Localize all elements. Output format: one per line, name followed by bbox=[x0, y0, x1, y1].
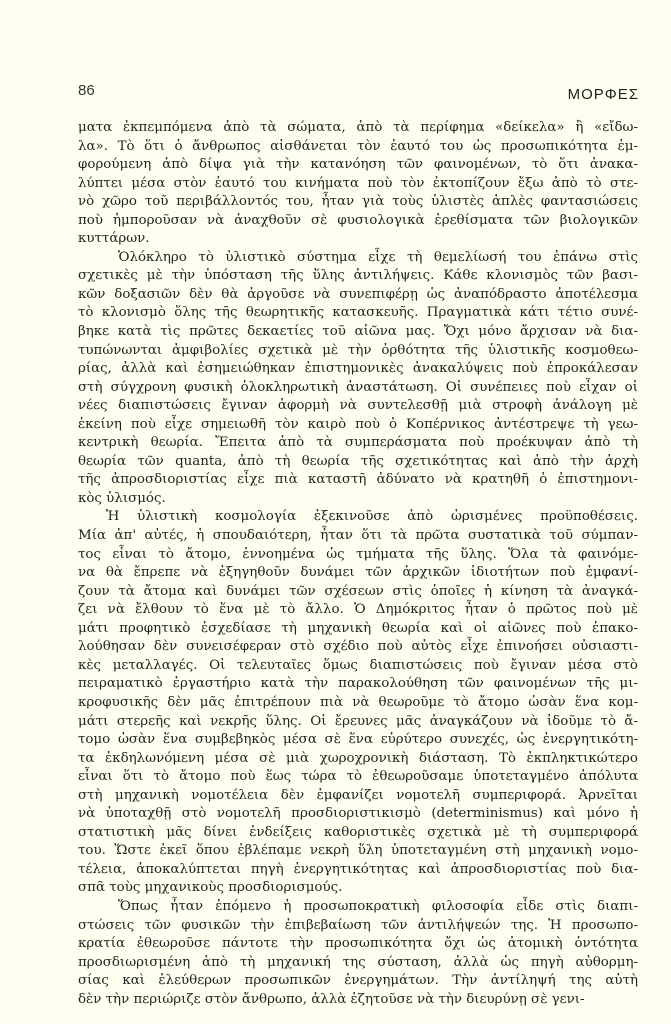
paragraph bbox=[78, 508, 638, 897]
text-line: ζει νὰ ἔλθουν τὸ ἕνα μὲ τὸ ἄλλο. Ὁ Δημόκριτος ἦταν ὁ πρῶτος ποὺ μὲ bbox=[78, 602, 638, 618]
paragraph bbox=[78, 119, 638, 249]
text-line: τομο ὡσὰν ἕνα συμβεβηκὸς μέσα σὲ ἕνα εὐρύτερο συνεχές, ὡς ἐνεργητικότη- bbox=[78, 732, 638, 748]
text-line: Ἡ ὑλιστικὴ κοσμολογία ἐξεκινοῦσε ἀπὸ ὡρισμένες προϋποθέσεις. bbox=[106, 509, 638, 525]
text-line: στὴ σύγχρονη φυσικὴ ὁλοκληρωτικὴ ἀναστάτωση. Οἱ συνέπειες ποὺ εἶχαν οἱ bbox=[78, 379, 638, 395]
text-line: σίας καὶ ἐλεύθερων προσωπικῶν ἐνεργημάτων. Τὴν ἀντίληψή της αὐτὴ bbox=[78, 973, 638, 989]
text-line: σπᾶ τοὺς μηχανικοὺς προσδιορισμούς. bbox=[78, 880, 343, 896]
text-line: τα ἐκδηλωνόμενη μέσα σὲ μιὰ χωροχρονικὴ διάσταση. Τὸ ἐκπληκτικώτερο bbox=[78, 750, 638, 766]
text-line: λα». Τὸ ὅτι ὁ ἄνθρωπος αἰσθάνεται τὸν ἑαυτό του ὡς προσωπικότητα ἐμ- bbox=[78, 138, 638, 154]
text-line: ρίας, ἀλλὰ καὶ ἐσημειώθηκαν ἐπιστημονικὲς ἀνακαλύψεις ποὺ ἐπροκάλεσαν bbox=[78, 361, 638, 377]
text-line: κὸς ὑλισμός. bbox=[78, 490, 166, 506]
page-header bbox=[78, 82, 639, 106]
text-line: τῆς ἀπροσδιοριστίας εἶχε πιὰ καταστῆ ἀδύνατο νὰ κρατηθῆ ὁ ἐπιστημονι- bbox=[78, 472, 638, 488]
text-line: τέλεια, ἀποκαλύπτεται πηγὴ ἐνεργητικότητας καὶ ἀπροσδιοριστίας ποὺ δια- bbox=[78, 861, 638, 877]
text-line: τὸ κλονισμὸ ὅλης τῆς θεωρητικῆς κατασκευῆς. Πραγματικὰ κάτι τέτιο συνέ- bbox=[78, 305, 638, 321]
text-line: στὴ μηχανικὴ νομοτέλεια δὲν ἐμφανίζει νομοτελῆ συμπεριφορά. Ἀρνεῖται bbox=[78, 787, 638, 803]
text-line: θεωρία τῶν quanta, ἀπὸ τὴ θεωρία τῆς σχετικότητας καὶ ἀπὸ τὴν ἀρχὴ bbox=[78, 453, 638, 469]
running-title: ΜΟΡΦΕΣ bbox=[567, 86, 639, 103]
text-line: του. Ὥστε ἐκεῖ ὅπου ἐβλέπαμε νεκρὴ ὕλη ὑποτεταγμένη στὴ μηχανικὴ νομο- bbox=[78, 843, 638, 859]
text-line: λύπτει μέσα στὸν ἑαυτό του κινήματα ποὺ τὸν ἐκτοπίζουν ἔξω ἀπὸ τὸ στε- bbox=[78, 175, 638, 191]
text-line: ἐκείνη ποὺ εἶχε σημειωθῆ τὸν καιρὸ ποὺ ὁ Κοπέρνικος ἀντέστρεψε τὴ γεω- bbox=[78, 416, 638, 432]
paragraph bbox=[78, 249, 638, 509]
text-line: ματα ἐκπεμπόμενα ἀπὸ τὰ σώματα, ἀπὸ τὰ περίφημα «δείκελα» ἢ «εἴδω- bbox=[78, 120, 638, 135]
text-line: προσδιωρισμένη ἀπὸ τὴ μηχανική της σύσταση, ἀλλὰ ὡς πηγὴ αὐθορμη- bbox=[78, 954, 638, 970]
text-line: στώσεις τῶν φυσικῶν τὴν ἐπιβεβαίωση τῶν ἀντιλήψεών της. Ἡ προσωπο- bbox=[78, 917, 638, 933]
text-line: νὰ ὑποταχθῇ στὸ νομοτελῆ προσδιοριστικισμὸ (determinismus) καὶ μόνο ἡ bbox=[78, 806, 638, 822]
text-line: δὲν τὴν περιώριζε στὸν ἄνθρωπο, ἀλλὰ ἐζητοῦσε νὰ τὴν διευρύνῃ σὲ γενι- bbox=[78, 991, 585, 1007]
text-line: μάτι προφητικὸ ἐσχεδίασε τὴ μηχανικὴ θεωρία καὶ οἱ αἰῶνες ποὺ ἐπακο- bbox=[78, 620, 638, 636]
text-line: πειραματικὸ ἐργαστήριο κατὰ τὴν παρακολούθηση τῶν φαινομένων τῆς μι- bbox=[78, 676, 638, 692]
text-line: σχετικὲς μὲ τὴν ὑπόσταση τῆς ὕλης ἀντιλήψεις. Κάθε κλονισμὸς τῶν βασι- bbox=[78, 268, 638, 284]
text-line: κυττάρων. bbox=[78, 231, 150, 247]
text-line: κῶν δοξασιῶν δὲν θὰ ἀργοῦσε νὰ συνεπιφέρῃ ὡς ἀναπόδραστο ἀποτέλεσμα bbox=[78, 286, 638, 302]
text-line: φορούμενη ἀπὸ δίψα γιὰ τὴν κατανόηση τῶν φαινομένων, τὸ ὅτι ἀνακα- bbox=[78, 157, 638, 173]
text-line: νέες διαπιστώσεις ἔγιναν ἀφορμὴ νὰ συντελεσθῇ μιὰ στροφὴ ἀνάλογη μὲ bbox=[78, 398, 638, 414]
text-line: κὲς μεταλλαγές. Οἱ τελευταῖες ὅμως διαπιστώσεις ποὺ ἔγιναν μέσα στὸ bbox=[78, 657, 638, 673]
paragraph bbox=[78, 898, 638, 1009]
text-line: μάτι στερεῆς καὶ νεκρῆς ὕλης. Οἱ ἔρευνες μᾶς ἀναγκάζουν νὰ ἰδοῦμε τὸ ἄ- bbox=[78, 713, 638, 729]
text-line: ζουν τὰ ἄτομα καὶ δυνάμει τῶν σχέσεων στὶς ὁποῖες ἡ κίνηση τὰ ἀναγκά- bbox=[78, 583, 638, 599]
text-line: τυπώνωνται ἀμφιβολίες σχετικὰ μὲ τὴν ὀρθότητα τῆς ὑλιστικῆς κοσμοθεω- bbox=[78, 342, 638, 358]
text-line: να θὰ ἔπρεπε νὰ ἐξηγηθοῦν δυνάμει τῶν ἀρχικῶν ἰδιοτήτων ποὺ ἐμφανί- bbox=[78, 565, 638, 581]
text-line: κρατία ἐθεωροῦσε πάντοτε τὴν προσωπικότητα ὄχι ὡς ἀτομικὴ ὀντότητα bbox=[78, 936, 638, 952]
text-line: Ὅπως ἦταν ἑπόμενο ἡ προσωποκρατικὴ φιλοσοφία εἶδε στὶς διαπι- bbox=[118, 898, 638, 914]
text-line: Μία ἀπ' αὐτές, ἡ σπουδαιότερη, ἦταν ὅτι τὰ πρῶτα συστατικὰ τοῦ σύμπαν- bbox=[78, 528, 638, 544]
text-line: εἶναι ὅτι τὸ ἄτομο ποὺ ἕως τώρα τὸ ἐθεωροῦσαμε ὑποτεταγμένο ἀπόλυτα bbox=[78, 769, 638, 785]
text-line: λούθησαν δὲν συνεισέφεραν στὸ σχέδιο ποὺ αὐτὸς εἶχε ἐπινοήσει οὐσιαστι- bbox=[78, 639, 638, 655]
text-line: κεντρικὴ θεωρία. Ἔπειτα ἀπὸ τὰ συμπεράσματα ποὺ προέκυψαν ἀπὸ τὴ bbox=[78, 435, 638, 451]
text-line: βηκε κατὰ τὶς πρῶτες δεκαετίες τοῦ αἰῶνα μας. Ὄχι μόνο ἄρχισαν νὰ δια- bbox=[78, 324, 638, 340]
text-line: στατιστικὴ μᾶς δίνει ἐνδείξεις καθοριστικὲς σχετικὰ μὲ τὴ συμπεριφορά bbox=[78, 824, 638, 840]
page-number: 86 bbox=[78, 82, 95, 99]
text-line: τος εἶναι τὸ ἄτομο, ἐννοημένα ὡς τμήματα τῆς ὕλης. Ὅλα τὰ φαινόμε- bbox=[78, 546, 638, 562]
text-line: νὸ χῶρο τοῦ περιβάλλοντός του, ἦταν γιὰ τοὺς ὑλιστὲς ἁπλὲς φαντασιώσεις bbox=[78, 194, 638, 210]
body-text bbox=[78, 119, 638, 1009]
text-line: κροφυσικῆς δὲν μᾶς ἐπιτρέπουν πιὰ νὰ θεωροῦμε τὸ ἄτομο ὡσὰν ἕνα κομ- bbox=[78, 694, 638, 710]
text-line: ποὺ ἠμποροῦσαν νὰ ἀναχθοῦν σὲ φυσιολογικὰ ἐρεθίσματα τῶν βιολογικῶν bbox=[78, 212, 638, 228]
text-line: Ὁλόκληρο τὸ ὑλιστικὸ σύστημα εἶχε τὴ θεμελίωσή του ἐπάνω στὶς bbox=[118, 249, 638, 265]
